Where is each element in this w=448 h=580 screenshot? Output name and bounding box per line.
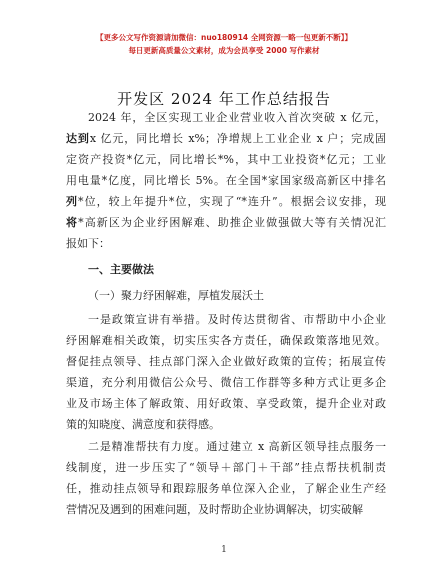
section-heading: 一、主要做法 [88, 263, 154, 276]
paragraph-1-line: 用电量*亿度，同比增长 5%。在全国*家国家级高新区中排名 [66, 174, 386, 187]
document-title: 开发区 2024 年工作总结报告 [117, 90, 331, 108]
paragraph-1-line: 定资产投资*亿元，同比增长*%，其中工业投资*亿元；工业 [66, 153, 386, 166]
promo-banner-line-2: 每日更新高质量公文素材，成为会员享受 2000 写作素材 [128, 46, 320, 55]
paragraph-2-line: 一是政策宣讲有举措。及时传达贯彻省、市帮助中小企业 [88, 313, 386, 326]
page-number: 1 [221, 545, 227, 555]
promo-banner-line-1: 【更多公文写作资源请加微信：nuo180914 全网资源一略一包更新不断】】 [95, 33, 352, 42]
subsection-heading: （一）聚力纾困解难，厚植发展沃土 [88, 289, 264, 302]
paragraph-3-line: 任，推动挂点领导和跟踪服务单位深入企业，了解企业生产经 [66, 482, 386, 495]
paragraph-2-line: 渠道，充分利用微信公众号、微信工作群等多种方式让更多企 [66, 376, 386, 389]
paragraph-2-line: 业及市场主体了解政策、用好政策、享受政策，提升企业对政 [66, 397, 386, 410]
paragraph-1-line: 将*高新区为企业纾困解难、助推企业做强做大等有关情况汇 [66, 216, 386, 229]
paragraph-3-line: 二是精准帮扶有力度。通过建立 x 高新区领导挂点服务一 [88, 440, 386, 453]
paragraph-2-line: 督促挂点领导、挂点部门深入企业做好政策的宣传；拓展宣传 [66, 355, 386, 368]
paragraph-3-line: 营情况及遇到的困难问题，及时帮助企业协调解决，切实破解 [66, 503, 363, 516]
paragraph-1-line: 2024 年，全区实现工业企业营业收入首次突破 x 亿元， [88, 111, 386, 124]
paragraph-1-line: 达到x 亿元，同比增长 x%；净增规上工业企业 x 户；完成固 [66, 132, 386, 145]
paragraph-2-line: 策的知晓度、满意度和获得感。 [66, 418, 220, 431]
paragraph-2-line: 纾困解难相关政策，切实压实各方责任，确保政策落地见效。 [66, 334, 386, 347]
paragraph-1-line: 列*位，较上年提升*位，实现了“*连升”。根据会议安排，现 [66, 195, 386, 208]
paragraph-1-line: 报如下： [66, 237, 110, 250]
paragraph-3-line: 线制度，进一步压实了“领导＋部门＋干部”挂点帮扶机制责 [66, 461, 386, 474]
